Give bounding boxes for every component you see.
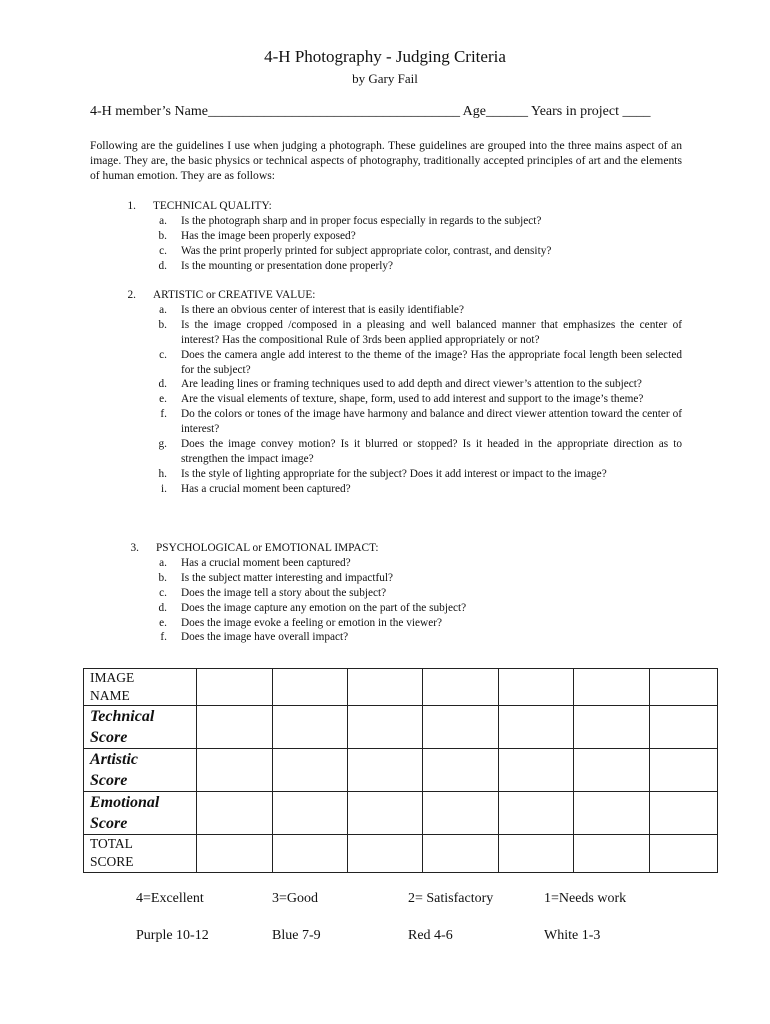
table-row-total: [84, 835, 718, 873]
row-label: IMAGE NAME: [84, 669, 197, 706]
rating-good: 3=Good: [272, 891, 319, 906]
item-letter: e.: [159, 393, 167, 406]
item-letter: f.: [160, 408, 167, 421]
section-title: TECHNICAL QUALITY:: [153, 200, 272, 212]
score-cell[interactable]: [197, 669, 273, 706]
item-text: Does the image tell a story about the subject?: [181, 586, 387, 599]
score-cell[interactable]: [423, 706, 499, 749]
score-table: [83, 668, 718, 873]
author-byline: by Gary Fail: [352, 71, 418, 86]
item-letter: d.: [158, 378, 167, 391]
item-text: Does the image capture any emotion on the part of the subject?: [181, 601, 467, 614]
score-cell[interactable]: [650, 749, 718, 792]
list-item: [90, 437, 682, 467]
age-blank[interactable]: ______: [486, 104, 528, 119]
score-cell[interactable]: [423, 749, 499, 792]
item-letter: f.: [160, 631, 167, 644]
item-letter: b.: [158, 571, 167, 584]
section-emotional: [90, 541, 682, 645]
section-title: ARTISTIC or CREATIVE VALUE:: [153, 289, 316, 301]
item-text: Has a crucial moment been captured?: [181, 482, 351, 495]
row-label: TOTAL SCORE: [84, 835, 197, 873]
item-text: Is there an obvious center of interest that is easily identifiable?: [181, 303, 464, 316]
score-cell[interactable]: [348, 792, 423, 835]
score-cell[interactable]: [273, 749, 348, 792]
score-cell[interactable]: [273, 835, 348, 873]
item-text: Does the camera angle add interest to the theme of the image? Has the appropriate focal length been selected for the subject?: [181, 348, 682, 376]
member-name-blank[interactable]: ____________________________________: [207, 104, 460, 119]
rating-excellent: 4=Excellent: [136, 891, 204, 906]
row-label: Artistic Score: [84, 749, 197, 792]
item-text: Does the image have overall impact?: [181, 631, 349, 644]
item-letter: e.: [159, 616, 167, 629]
list-item: [90, 229, 682, 244]
score-cell[interactable]: [197, 749, 273, 792]
list-item: [90, 214, 682, 229]
item-text: Is the style of lighting appropriate for the subject? Does it add interest or impact to the image?: [181, 467, 607, 480]
item-text: Does the image evoke a feeling or emotion in the viewer?: [181, 616, 442, 629]
score-cell[interactable]: [499, 835, 574, 873]
item-text: Are leading lines or framing techniques used to add depth and direct viewer’s attention to the subject?: [181, 378, 642, 391]
section-number: 2.: [127, 289, 136, 301]
item-letter: c.: [159, 586, 167, 599]
score-cell[interactable]: [273, 669, 348, 706]
score-cell[interactable]: [574, 835, 650, 873]
section-heading: [90, 199, 682, 214]
member-name-label: 4-H member’s Name: [90, 104, 208, 119]
page-title: 4-H Photography - Judging Criteria: [264, 47, 506, 66]
section-artistic: [90, 288, 682, 497]
item-letter: b.: [158, 229, 167, 242]
section-heading: [90, 541, 682, 556]
list-item: [90, 467, 682, 482]
member-info-line: [90, 104, 651, 120]
list-item: [90, 482, 682, 497]
item-text: Is the mounting or presentation done properly?: [181, 259, 394, 272]
rating-satisfactory: 2= Satisfactory: [408, 891, 494, 906]
table-row-emotional: [84, 792, 718, 835]
rating-needs-work: 1=Needs work: [544, 891, 627, 906]
score-cell[interactable]: [650, 706, 718, 749]
score-cell[interactable]: [499, 669, 574, 706]
ribbon-white: White 1-3: [544, 928, 601, 943]
item-text: Has the image been properly exposed?: [181, 229, 356, 242]
score-cell[interactable]: [348, 835, 423, 873]
list-item: [90, 259, 682, 274]
score-cell[interactable]: [574, 669, 650, 706]
section-title: PSYCHOLOGICAL or EMOTIONAL IMPACT:: [156, 542, 379, 554]
item-text: Has a crucial moment been captured?: [181, 556, 351, 569]
item-letter: d.: [158, 259, 167, 272]
list-item: [90, 630, 682, 645]
list-item: [90, 244, 682, 259]
intro-paragraph: Following are the guidelines I use when judging a photograph. These guidelines are grouped into the three mains aspect of an image. They are, the basic physics or technical aspects of photography, traditionally accepted principles of art and the elements of human emotion. They are as follows:: [90, 139, 682, 182]
item-letter: a.: [159, 214, 167, 227]
item-text: Is the photograph sharp and in proper focus especially in regards to the subject?: [181, 214, 542, 227]
score-cell[interactable]: [499, 792, 574, 835]
item-text: Is the image cropped /composed in a pleasing and well balanced manner that emphasizes the center of interest? Has the compositional Rule of 3rds been applied appropriately or not?: [181, 318, 682, 346]
table-row-artistic: [84, 749, 718, 792]
score-cell[interactable]: [650, 669, 718, 706]
list-item: [90, 318, 682, 348]
row-label: Emotional Score: [84, 792, 197, 835]
section-technical: [90, 199, 682, 274]
row-label: Technical Score: [84, 706, 197, 749]
years-blank[interactable]: ____: [622, 104, 651, 119]
ribbon-red: Red 4-6: [408, 928, 453, 943]
score-cell[interactable]: [574, 749, 650, 792]
score-cell[interactable]: [197, 706, 273, 749]
item-letter: c.: [159, 348, 167, 361]
score-cell[interactable]: [423, 669, 499, 706]
list-item: [90, 303, 682, 318]
list-item: [90, 556, 682, 571]
item-letter: a.: [159, 303, 167, 316]
age-label: Age: [462, 104, 486, 119]
score-cell[interactable]: [499, 706, 574, 749]
list-item: [90, 586, 682, 601]
item-letter: c.: [159, 244, 167, 257]
score-cell[interactable]: [348, 749, 423, 792]
item-letter: i.: [161, 482, 167, 495]
item-letter: b.: [158, 318, 167, 331]
ribbon-purple: Purple 10-12: [136, 928, 209, 943]
item-letter: a.: [159, 556, 167, 569]
score-cell[interactable]: [348, 669, 423, 706]
list-item: [90, 616, 682, 631]
list-item: [90, 377, 682, 392]
section-heading: [90, 288, 682, 303]
score-cell[interactable]: [499, 749, 574, 792]
item-text: Does the image convey motion? Is it blurred or stopped? Is it headed in the appropriate direction as to strengthen the impact image?: [181, 438, 682, 465]
table-row-image-name: [84, 669, 718, 706]
score-cell[interactable]: [650, 792, 718, 835]
score-cell[interactable]: [197, 792, 273, 835]
list-item: [90, 348, 682, 378]
list-item: [90, 407, 682, 437]
item-letter: d.: [158, 601, 167, 614]
score-cell[interactable]: [348, 706, 423, 749]
section-number: 3.: [130, 542, 139, 554]
item-text: Was the print properly printed for subject appropriate color, contrast, and density?: [181, 244, 552, 257]
score-cell[interactable]: [574, 706, 650, 749]
list-item: [90, 601, 682, 616]
score-cell[interactable]: [273, 706, 348, 749]
ribbon-blue: Blue 7-9: [272, 928, 321, 943]
years-label: Years in project: [530, 104, 619, 119]
list-item: [90, 571, 682, 586]
list-item: [90, 392, 682, 407]
score-cell[interactable]: [197, 835, 273, 873]
table-row-technical: [84, 706, 718, 749]
score-cell[interactable]: [273, 792, 348, 835]
score-cell[interactable]: [574, 792, 650, 835]
item-text: Are the visual elements of texture, shape, form, used to add interest and support to the image’s theme?: [181, 393, 644, 406]
score-cell[interactable]: [650, 835, 718, 873]
item-letter: h.: [158, 467, 167, 480]
section-number: 1.: [127, 200, 136, 212]
item-letter: g.: [158, 438, 167, 451]
item-text: Is the subject matter interesting and impactful?: [181, 571, 394, 584]
score-cell[interactable]: [423, 792, 499, 835]
score-cell[interactable]: [423, 835, 499, 873]
item-text: Do the colors or tones of the image have harmony and balance and direct viewer attention toward the center of interest?: [181, 408, 682, 436]
